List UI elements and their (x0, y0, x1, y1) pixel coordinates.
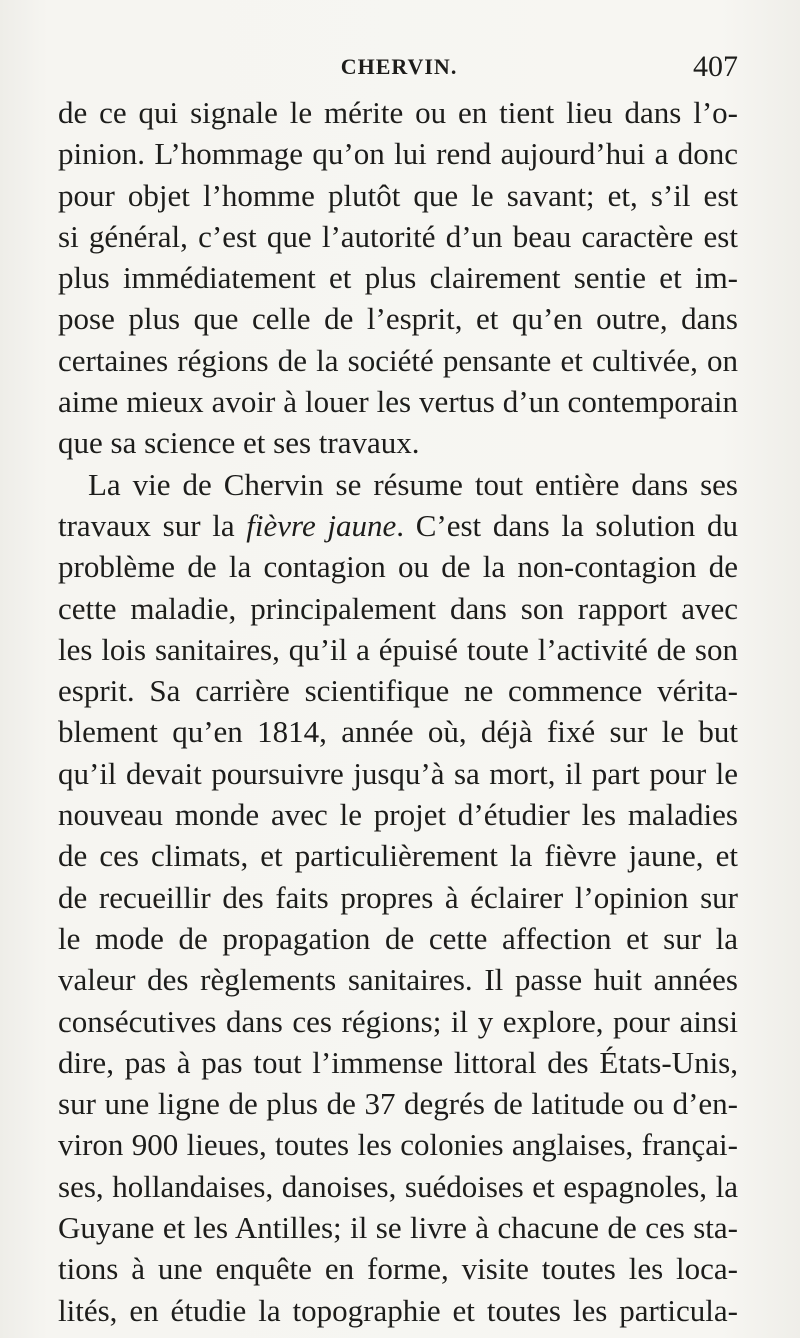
text-line: blement qu’en 1814, année où, déjà fixé sur le but (58, 714, 738, 750)
text-line: viron 900 lieues, toutes les colonies anglaises, françai- (58, 1127, 738, 1163)
text-line: lités, en étudie la topographie et toutes les particula- (58, 1292, 738, 1328)
running-head (60, 50, 738, 86)
text-line: consécutives dans ces régions; il y explore, pour ainsi (58, 1003, 738, 1039)
text-line: dire, pas à pas tout l’immense littoral des États-Unis, (58, 1044, 738, 1080)
text-line: ses, hollandaises, danoises, suédoises et espagnoles, la (58, 1168, 738, 1204)
text-line: de ces climats, et particulièrement la fièvre jaune, et (58, 838, 738, 874)
running-title: CHERVIN. (340, 54, 458, 79)
text-line: sur une ligne de plus de 37 degrés de latitude ou d’en- (58, 1086, 738, 1122)
text-line: pour objet l’homme plutôt que le savant; et, s’il est (58, 177, 738, 213)
text-line: que sa science et ses travaux. (58, 425, 420, 461)
body-text (58, 92, 738, 1331)
text-line: nouveau monde avec le projet d’étudier les maladies (58, 797, 738, 833)
text-line: les lois sanitaires, qu’il a épuisé toute l’activité de son (58, 631, 738, 667)
text-segment: travaux sur la (58, 507, 247, 543)
italic-term: fièvre jaune (246, 507, 397, 543)
text-line: valeur des règlements sanitaires. Il passe huit années (58, 962, 738, 998)
text-line: pinion. L’hommage qu’on lui rend aujourd’hui a donc (58, 136, 738, 172)
text-line (58, 505, 738, 546)
text-line: si général, c’est que l’autorité d’un beau caractère est (58, 218, 738, 254)
page-number: 407 (693, 50, 738, 83)
text-line: plus immédiatement et plus clairement sentie et im- (58, 260, 738, 296)
text-segment: . C’est dans la solution du (396, 507, 738, 543)
text-line: de ce qui signale le mérite ou en tient lieu dans l’o- (58, 95, 738, 130)
text-line: La vie de Chervin se résume tout entière dans ses (88, 466, 738, 502)
text-line: qu’il devait poursuivre jusqu’à sa mort, il part pour le (58, 755, 738, 791)
text-line: problème de la contagion ou de la non-contagion de (58, 549, 738, 585)
text-line: Guyane et les Antilles; il se livre à chacune de ces sta- (58, 1210, 738, 1246)
text-line: esprit. Sa carrière scientifique ne commence vérita- (58, 673, 738, 709)
text-line: pose plus que celle de l’esprit, et qu’en outre, dans (58, 301, 738, 337)
text-line: tions à une enquête en forme, visite toutes les loca- (58, 1251, 738, 1287)
text-line: le mode de propagation de cette affection et sur la (58, 920, 738, 956)
text-line: cette maladie, principalement dans son rapport avec (58, 590, 738, 626)
text-line: de recueillir des faits propres à éclairer l’opinion sur (58, 879, 738, 915)
text-line: certaines régions de la société pensante et cultivée, on (58, 342, 738, 378)
text-line: aime mieux avoir à louer les vertus d’un contemporain (58, 384, 738, 420)
